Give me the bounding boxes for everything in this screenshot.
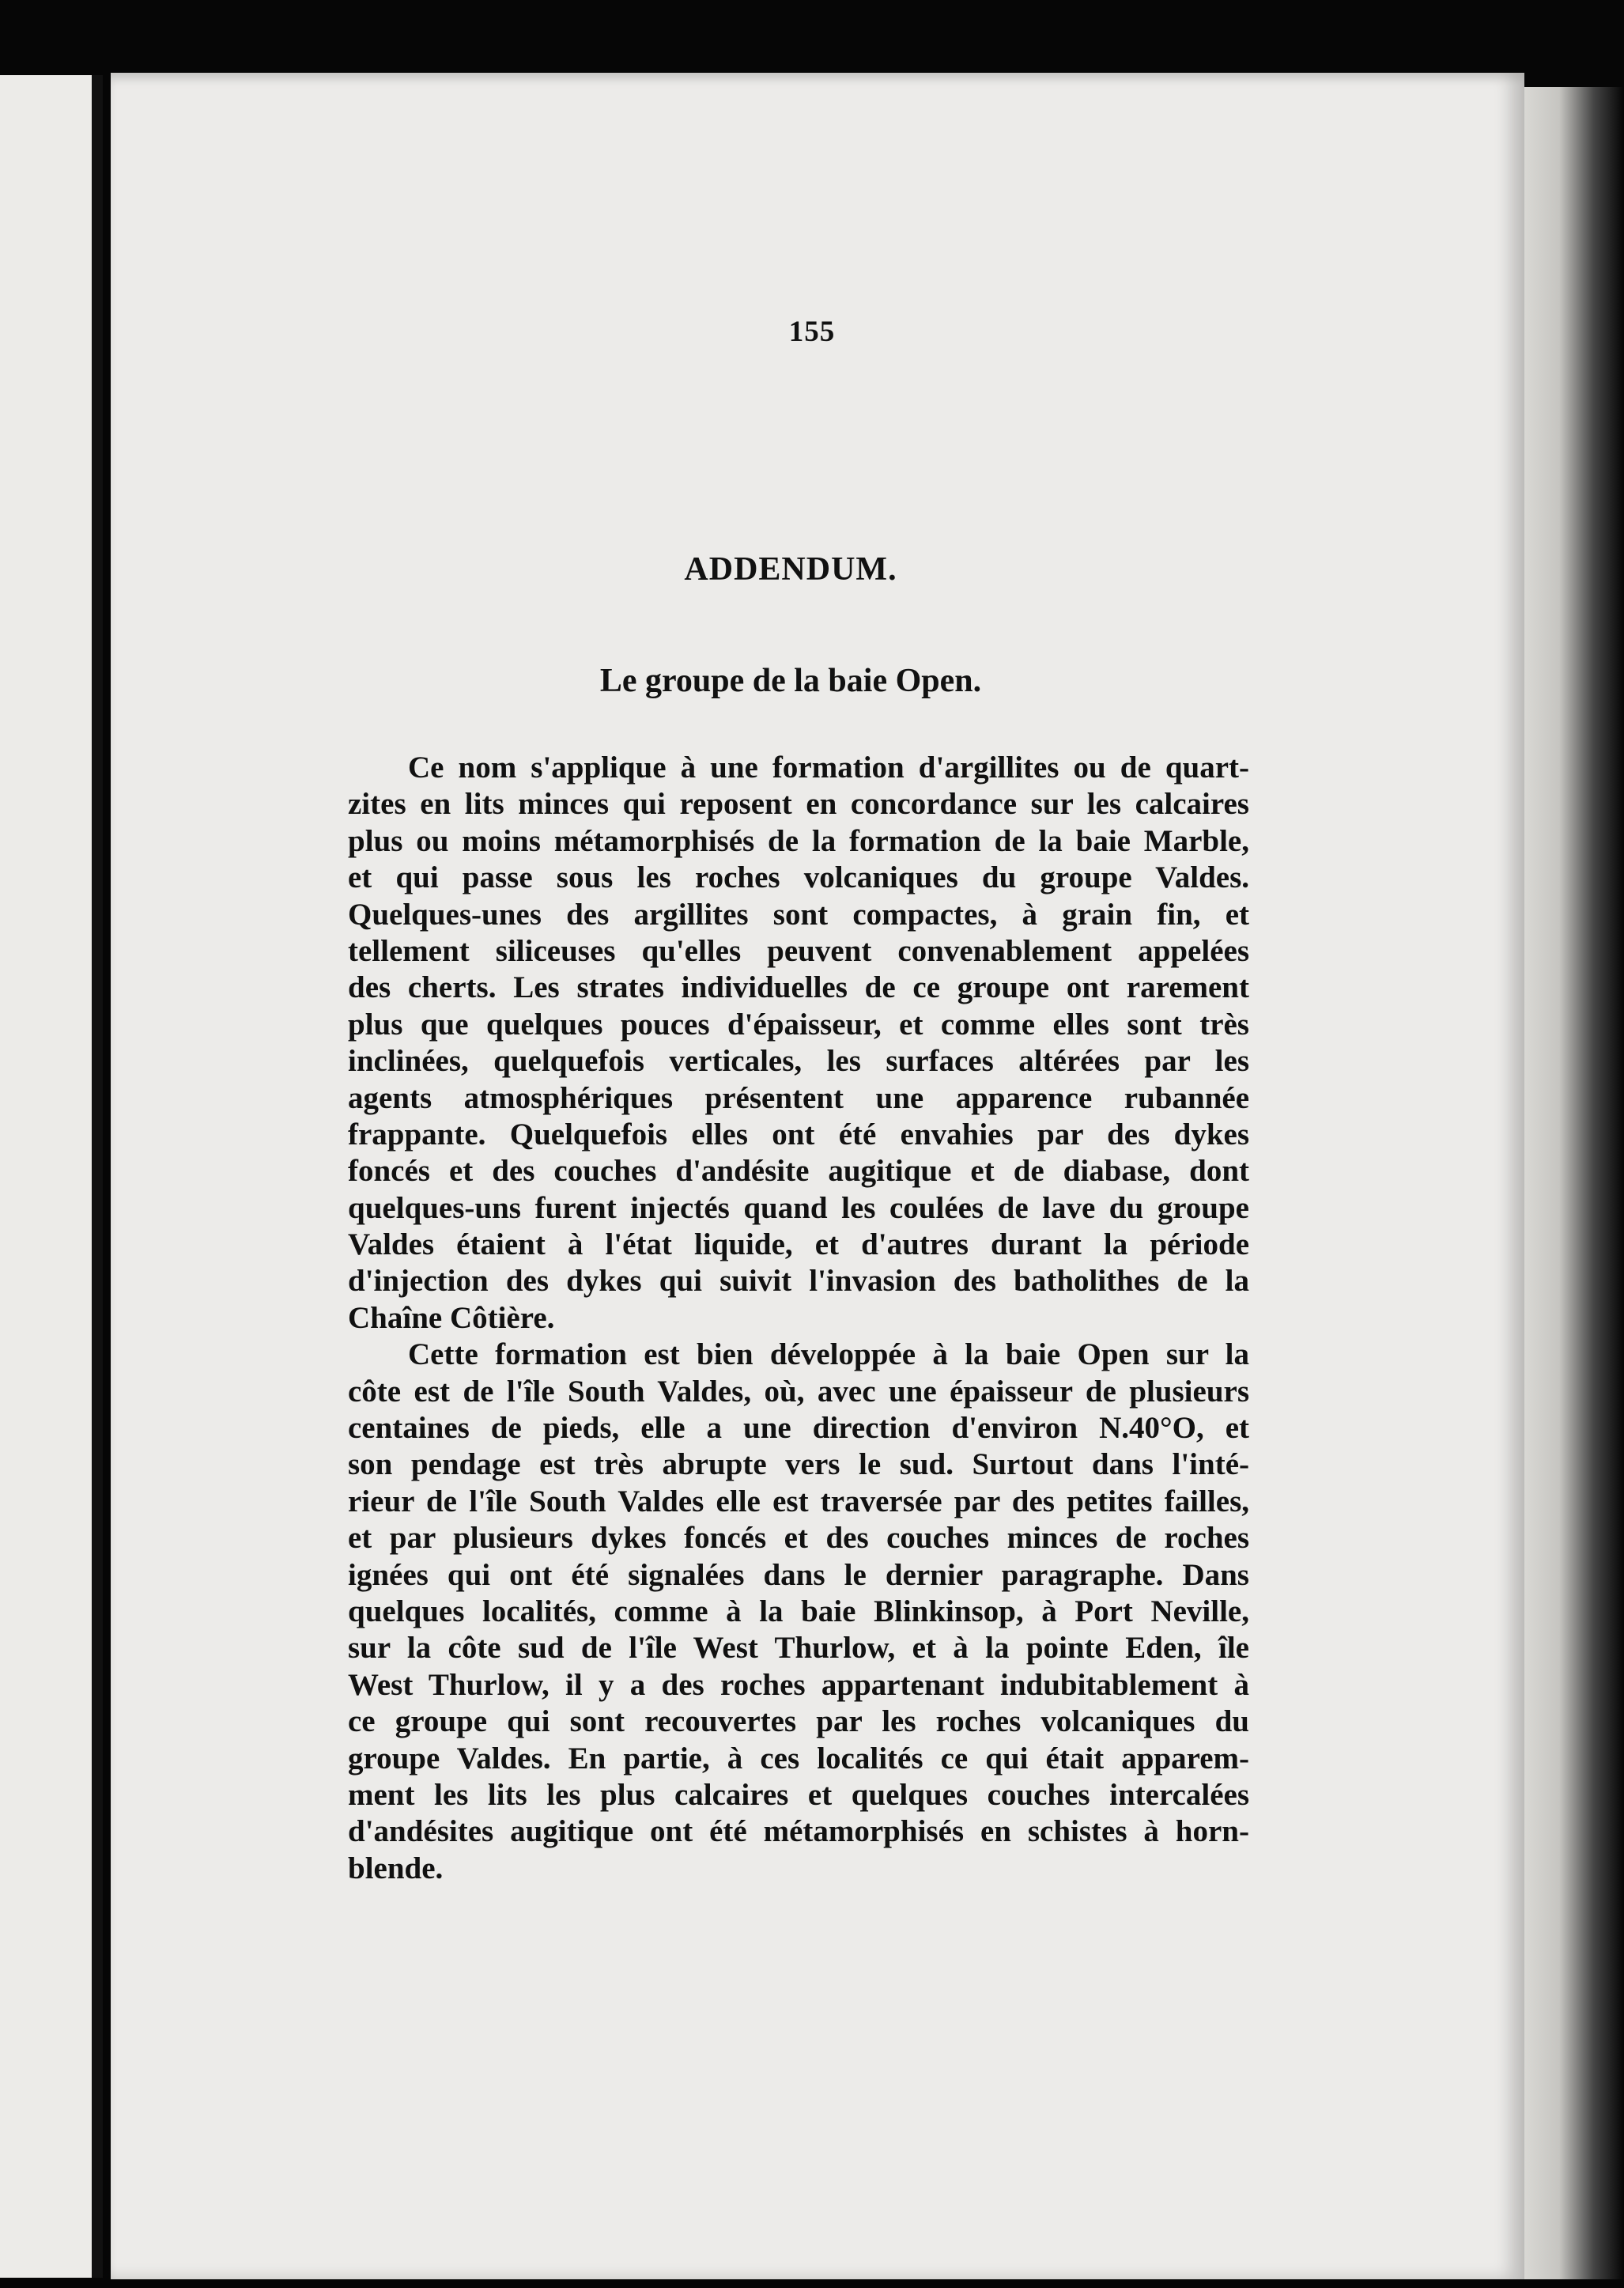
paragraph-line: Cette formation est bien développée à la baie Open sur la xyxy=(408,1337,1249,1372)
paragraph-line: quelques localités, comme à la baie Blinkinsop, à Port Neville, xyxy=(348,1594,1249,1628)
paragraph-line: côte est de l'île South Valdes, où, avec une épaisseur de plusieurs xyxy=(348,1374,1249,1409)
paragraph-2 xyxy=(348,1337,1249,1887)
paragraph-line: frappante. Quelquefois elles ont été envahies par des dykes xyxy=(348,1117,1249,1152)
paragraph-line: centaines de pieds, elle a une direction d'environ N.40°O, et xyxy=(348,1411,1249,1446)
body-text xyxy=(348,750,1249,1887)
paragraph-line: foncés et des couches d'andésite augitique et de diabase, dont xyxy=(348,1154,1249,1189)
paragraph-line: quelques-uns furent injectés quand les coulées de lave du groupe xyxy=(348,1190,1249,1225)
paragraph-line: plus que quelques pouces d'épaisseur, et comme elles sont très xyxy=(348,1007,1249,1042)
page-stack-edge xyxy=(1524,87,1624,2279)
paragraph-line: et par plusieurs dykes foncés et des couches minces de roches xyxy=(348,1521,1249,1556)
paragraph-line: Ce nom s'applique à une formation d'argillites ou de quart- xyxy=(408,751,1249,785)
paragraph-line: plus ou moins métamorphisés de la formation de la baie Marble, xyxy=(348,823,1249,858)
paragraph-1 xyxy=(348,750,1249,1337)
section-subheading: Le groupe de la baie Open. xyxy=(599,663,982,699)
paragraph-line: groupe Valdes. En partie, à ces localités ce qui était apparem- xyxy=(348,1741,1249,1776)
paragraph-line: Quelques-unes des argillites sont compactes, à grain fin, et xyxy=(348,897,1249,932)
facing-page-edge xyxy=(0,75,103,2278)
paragraph-line: ce groupe qui sont recouvertes par les roches volcaniques du xyxy=(348,1704,1249,1739)
page-heading: ADDENDUM. xyxy=(684,551,897,588)
paragraph-line: blende. xyxy=(348,1851,444,1885)
paragraph-line: des cherts. Les strates individuelles de ce groupe ont rarement xyxy=(348,970,1249,1005)
paragraph-line: d'andésites augitique ont été métamorphisés en schistes à horn- xyxy=(348,1814,1249,1849)
paragraph-line: et qui passe sous les roches volcaniques du groupe Valdes. xyxy=(348,860,1249,895)
paragraph-line: ment les lits les plus calcaires et quelques couches intercalées xyxy=(348,1777,1249,1812)
paragraph-line: agents atmosphériques présentent une apparence rubannée xyxy=(348,1080,1249,1115)
paragraph-line: sur la côte sud de l'île West Thurlow, et à la pointe Eden, île xyxy=(348,1631,1249,1666)
paragraph-line: rieur de l'île South Valdes elle est traversée par des petites failles, xyxy=(348,1484,1249,1518)
paragraph-line: ignées qui ont été signalées dans le dernier paragraphe. Dans xyxy=(348,1557,1249,1592)
paragraph-line: inclinées, quelquefois verticales, les surfaces altérées par les xyxy=(348,1044,1249,1079)
page-number: 155 xyxy=(788,316,836,348)
paragraph-line: tellement siliceuses qu'elles peuvent convenablement appelées xyxy=(348,933,1249,968)
paragraph-line: West Thurlow, il y a des roches appartenant indubitablement à xyxy=(348,1667,1249,1702)
paragraph-line: zites en lits minces qui reposent en concordance sur les calcaires xyxy=(348,787,1249,822)
paragraph-line: Valdes étaient à l'état liquide, et d'autres durant la période xyxy=(348,1227,1249,1262)
paragraph-line: d'injection des dykes qui suivit l'invasion des batholithes de la xyxy=(348,1264,1249,1299)
paragraph-line: Chaîne Côtière. xyxy=(348,1300,555,1335)
paragraph-line: son pendage est très abrupte vers le sud. Surtout dans l'inté- xyxy=(348,1447,1249,1482)
